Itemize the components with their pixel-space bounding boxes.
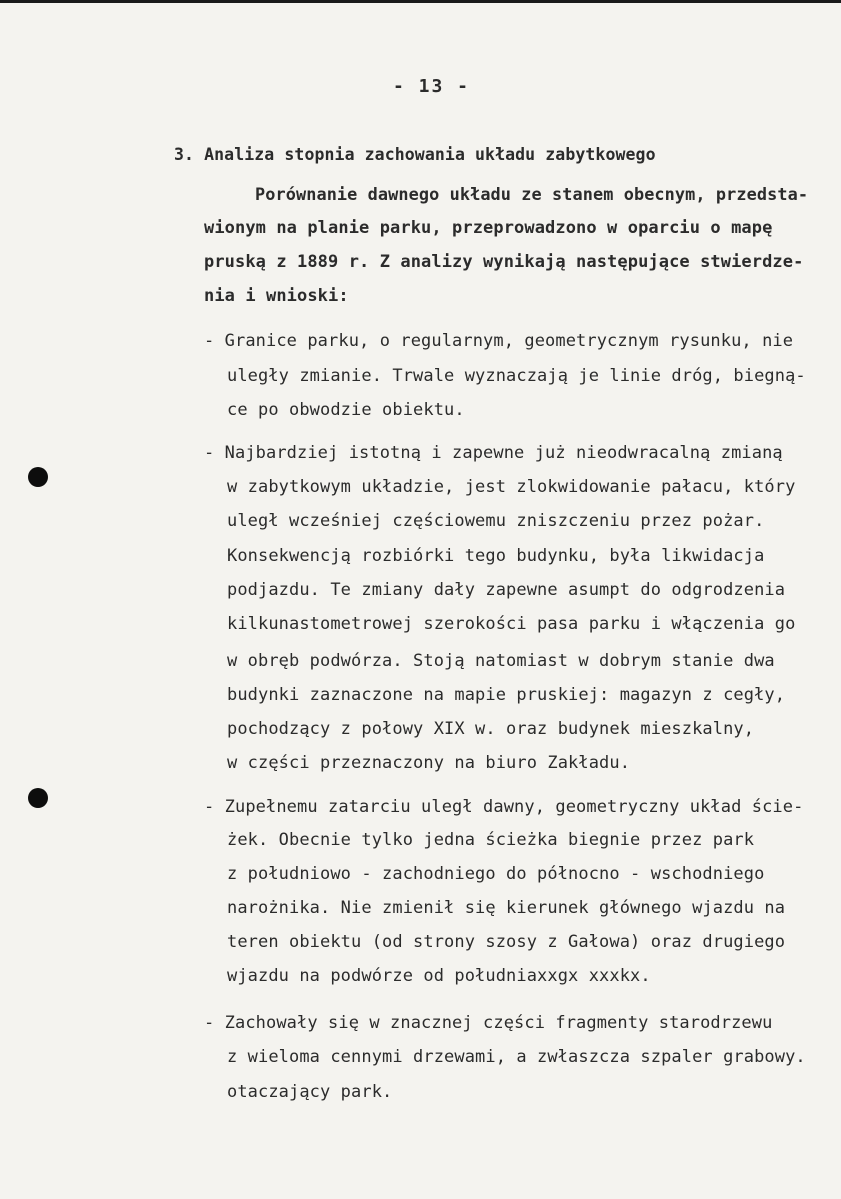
- bullet-line: w części przeznaczony na biuro Zakładu.: [227, 753, 631, 773]
- bullet-line: pochodzący z połowy XIX w. oraz budynek mieszkalny,: [227, 719, 755, 739]
- bullet-line: kilkunastometrowej szerokości pasa parku i włączenia go: [227, 614, 796, 634]
- bullet-line: otaczający park.: [227, 1082, 393, 1102]
- intro-line: pruską z 1889 r. Z analizy wynikają następujące stwierdze-: [204, 252, 804, 272]
- bullet-line: - Granice parku, o regularnym, geometrycznym rysunku, nie: [204, 331, 794, 351]
- bullet-line: - Zachowały się w znacznej części fragmenty starodrzewu: [204, 1013, 773, 1033]
- bullet-line: budynki zaznaczone na mapie pruskiej: magazyn z cegły,: [227, 685, 786, 705]
- bullet-line: teren obiektu (od strony szosy z Gałowa) oraz drugiego: [227, 932, 786, 952]
- bullet-line: wjazdu na podwórze od południaxxgx xxxkx.: [227, 966, 651, 986]
- section-heading: 3. Analiza stopnia zachowania układu zabytkowego: [174, 145, 656, 164]
- intro-line: nia i wnioski:: [204, 286, 349, 306]
- bullet-line: - Najbardziej istotną i zapewne już nieodwracalną zmianą: [204, 443, 783, 463]
- punch-hole-upper: [28, 467, 48, 487]
- bullet-line: z południowo - zachodniego do północno - wschodniego: [227, 864, 765, 884]
- bullet-line: narożnika. Nie zmienił się kierunek głównego wjazdu na: [227, 898, 786, 918]
- bullet-line: w zabytkowym układzie, jest zlokwidowanie pałacu, który: [227, 477, 796, 497]
- intro-line: Porównanie dawnego układu ze stanem obecnym, przedsta-: [255, 185, 809, 205]
- punch-hole-lower: [28, 788, 48, 808]
- bullet-line: podjazdu. Te zmiany dały zapewne asumpt do odgrodzenia: [227, 580, 786, 600]
- scan-top-edge: [0, 0, 841, 3]
- intro-line: wionym na planie parku, przeprowadzono w oparciu o mapę: [204, 218, 773, 238]
- bullet-line: - Zupełnemu zatarciu uległ dawny, geometryczny układ ście-: [204, 797, 804, 817]
- bullet-line: w obręb podwórza. Stoją natomiast w dobrym stanie dwa: [227, 651, 775, 671]
- page-number: - 13 -: [393, 76, 471, 97]
- bullet-line: ce po obwodzie obiektu.: [227, 400, 465, 420]
- bullet-line: Konsekwencją rozbiórki tego budynku, była likwidacja: [227, 546, 765, 566]
- bullet-line: uległy zmianie. Trwale wyznaczają je linie dróg, biegną-: [227, 366, 806, 386]
- bullet-line: z wieloma cennymi drzewami, a zwłaszcza szpaler grabowy.: [227, 1047, 806, 1067]
- bullet-line: żek. Obecnie tylko jedna ścieżka biegnie przez park: [227, 830, 755, 850]
- bullet-line: uległ wcześniej częściowemu zniszczeniu przez pożar.: [227, 511, 765, 531]
